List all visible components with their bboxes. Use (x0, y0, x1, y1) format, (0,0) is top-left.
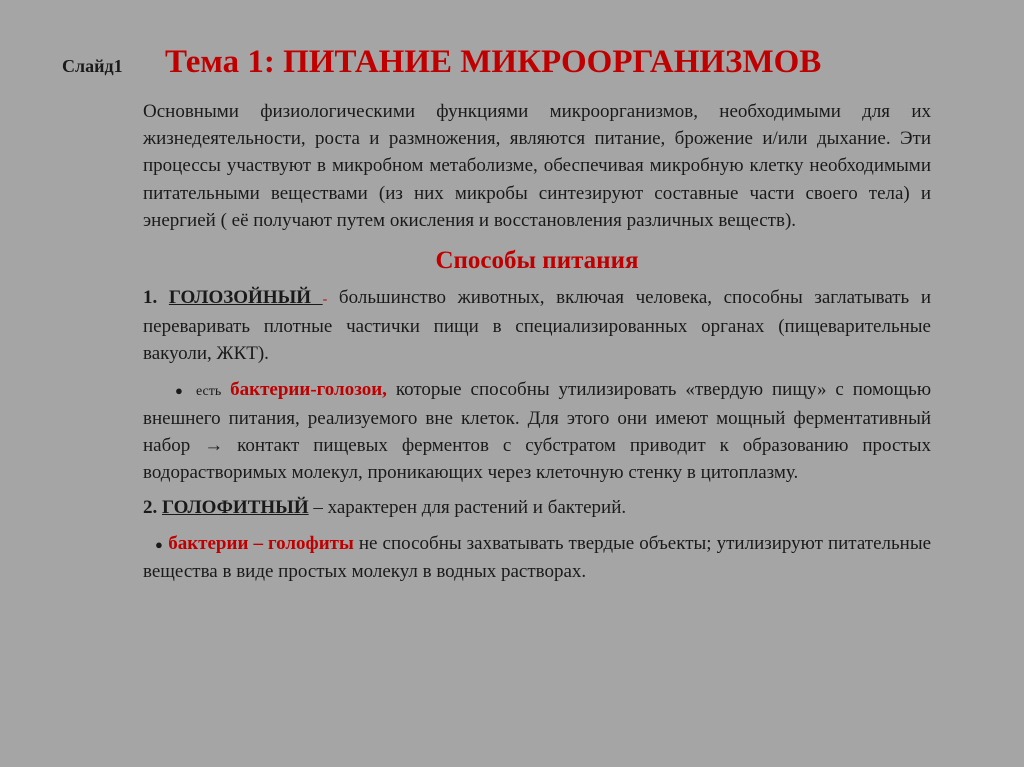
bullet-dot: ● (175, 382, 188, 398)
section-subtitle: Способы питания (435, 247, 639, 275)
item-number: 1. (143, 287, 158, 309)
slide-title: Тема 1: ПИТАНИЕ МИКРООРГАНИЗМОВ (165, 44, 822, 80)
bullet-holophytic-bacteria (143, 530, 931, 585)
item-term: ГОЛОЗОЙНЫЙ (168, 287, 323, 309)
item-term: ГОЛОФИТНЫЙ (162, 497, 309, 519)
intro-paragraph: Основными физиологическими функциями микроорганизмов, необходимыми для их жизнедеятельности, роста и размножения, являются питание, брожение и/или дыхание. Эти процессы участвуют в микробном метаболизме, обеспечивая микробную клетку необходимыми питательными веществами (из них микробы синтезируют составные части своего тела) и энергией ( её получают путем окисления и восстановления различных веществ). (143, 101, 931, 231)
item-number: 2. (143, 497, 158, 519)
bullet-prefix: есть (195, 383, 222, 399)
bullet-dot: ● (155, 536, 164, 552)
bullet-text: которые способны утилизировать «твердую пищу» с помощью внешнего питания, реализуемого вне клеток. Для этого они имеют мощный ферментативный набор → контакт пищевых ферментов с субстратом приводит к образованию простых водорастворимых молекул, проникающих через клеточную стенку в цитоплазму. (143, 378, 932, 484)
bullet-highlight: бактерии – голофиты (168, 532, 354, 554)
slide-label: Слайд1 (62, 56, 123, 76)
slide-content (143, 98, 931, 585)
bullet-holozoic-bacteria (143, 376, 931, 487)
bullet-highlight: бактерии-голозои, (230, 378, 387, 400)
item-dash: - (322, 292, 328, 308)
item-holozoic (143, 284, 931, 368)
item-text: – характерен для растений и бактерий. (308, 497, 627, 519)
item-text: большинство животных, включая человека, способны заглатывать и переваривать плотные частички пищи в специализированных органах (пищеварительные вакуоли, ЖКТ). (143, 287, 931, 365)
bullet-text: не способны захватывать твердые объекты; утилизируют питательные вещества в виде простых молекул в водных растворах. (143, 532, 932, 582)
item-holophytic (143, 494, 931, 521)
